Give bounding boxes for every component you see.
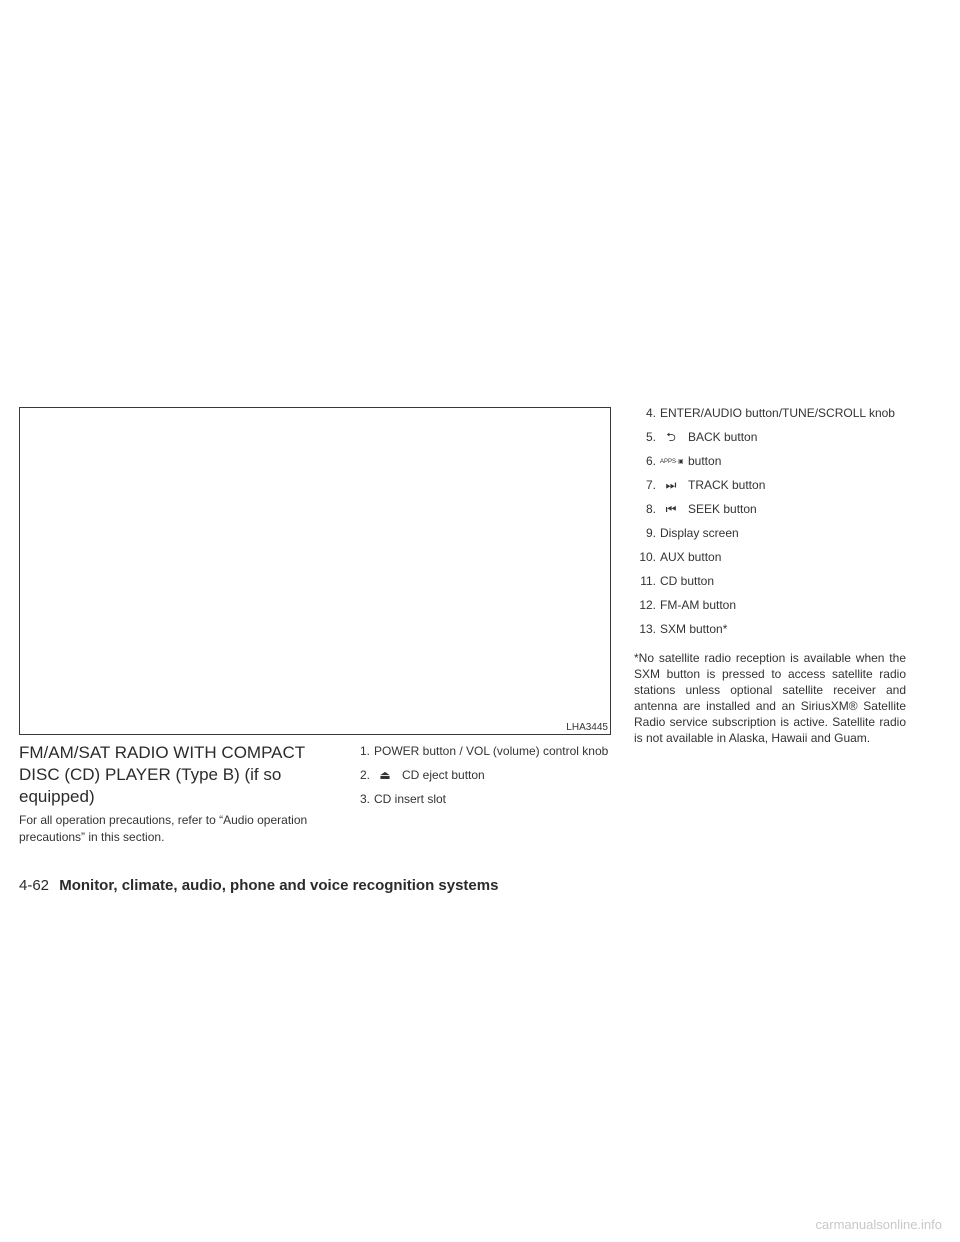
item-number: 5.: [645, 430, 656, 444]
item-number: 4.: [645, 406, 656, 420]
list-item: [634, 597, 906, 613]
item-text: CD eject button: [402, 768, 485, 782]
list-item: [634, 429, 906, 445]
watermark: carmanualsonline.info: [815, 1217, 942, 1232]
item-text: CD insert slot: [374, 792, 447, 806]
list-item: [348, 743, 612, 759]
list-item: [634, 477, 906, 493]
seek-back-icon: ⏮: [665, 502, 677, 516]
list-item: [634, 621, 906, 637]
item-number: 8.: [645, 502, 656, 516]
page-footer: [19, 877, 498, 894]
list-item: [634, 453, 906, 469]
list-item: [634, 549, 906, 565]
list-item: [348, 791, 612, 807]
item-text: BACK button: [688, 430, 758, 444]
item-number: 10.: [639, 550, 656, 564]
control-list-right: [634, 405, 906, 645]
item-text: TRACK button: [688, 478, 766, 492]
list-item: [634, 405, 906, 421]
chapter-title: Monitor, climate, audio, phone and voice recognition systems: [59, 877, 499, 894]
item-text: SEEK button: [688, 502, 757, 516]
item-text: POWER button / VOL (volume) control knob: [374, 744, 609, 758]
item-text: CD button: [660, 574, 715, 588]
item-text: AUX button: [660, 550, 722, 564]
item-number: 6.: [645, 454, 656, 468]
item-number: 1.: [359, 744, 370, 758]
item-number: 2.: [359, 768, 370, 782]
item-number: 12.: [639, 598, 656, 612]
satellite-footnote: *No satellite radio reception is available when the SXM button is pressed to access satellite radio stations unless optional satellite receiver and antenna are installed and an SiriusXM® Satellite Radio service subscription is active. Satellite radio is not available in Alaska, Hawaii and Guam.: [634, 651, 906, 745]
item-number: 7.: [645, 478, 656, 492]
eject-icon: ⏏: [379, 768, 391, 782]
track-forward-icon: ⏭: [665, 478, 677, 492]
item-number: 11.: [640, 574, 656, 588]
item-number: 3.: [359, 792, 370, 806]
page-number: 4-62: [19, 877, 50, 894]
list-item: [348, 767, 612, 783]
list-item: [634, 501, 906, 517]
control-list-middle: [348, 743, 612, 815]
list-item: [634, 573, 906, 589]
item-text: FM-AM button: [660, 598, 737, 612]
item-text: Display screen: [660, 526, 739, 540]
item-number: 9.: [645, 526, 656, 540]
list-item: [634, 525, 906, 541]
item-text: button: [688, 454, 722, 468]
section-heading: FM/AM/SAT RADIO WITH COMPACT DISC (CD) PLAYER (Type B) (if so equipped): [19, 743, 305, 806]
back-icon: ⮌: [666, 430, 676, 444]
apps-icon: APPS·▣: [660, 459, 684, 465]
intro-paragraph: For all operation precautions, refer to “Audio operation precautions” in this section.: [19, 813, 308, 844]
item-text: ENTER/AUDIO button/TUNE/SCROLL knob: [660, 406, 895, 420]
item-number: 13.: [639, 622, 656, 636]
radio-illustration: [19, 407, 611, 735]
item-text: SXM button*: [660, 622, 728, 636]
figure-code: LHA3445: [566, 722, 608, 733]
